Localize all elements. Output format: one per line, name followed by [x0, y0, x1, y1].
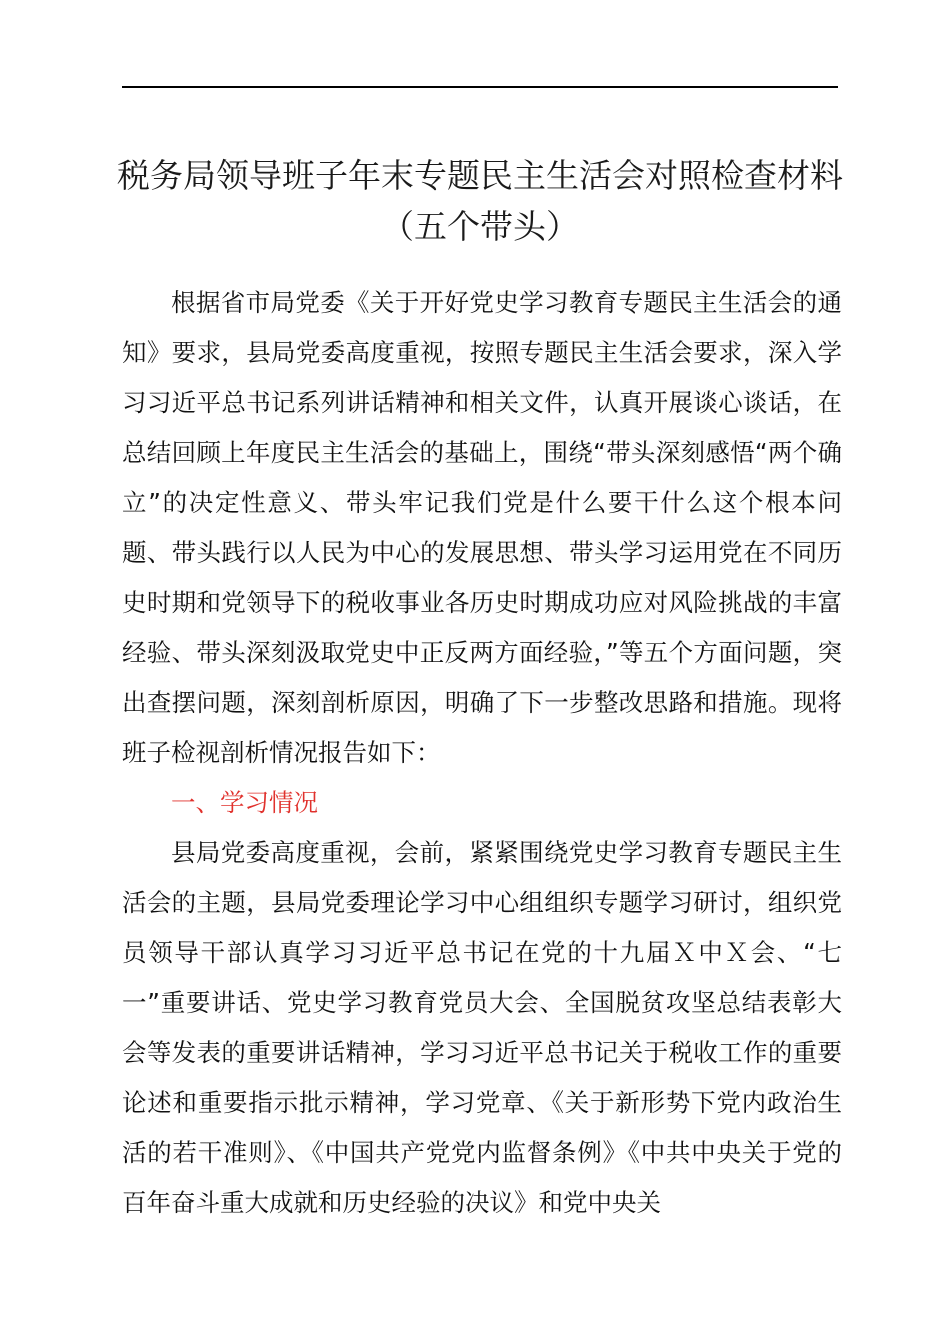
header-rule	[122, 86, 838, 88]
section-heading-study: 一、学习情况	[171, 788, 318, 817]
document-title: 税务局领导班子年末专题民主生活会对照检查材料（五个带头）	[117, 156, 843, 246]
document-body	[122, 278, 842, 1228]
intro-paragraph: 根据省市局党委《关于开好党史学习教育专题民主生活会的通知》要求，县局党委高度重视，按照专题民主生活会要求，深入学习习近平总书记系列讲话精神和相关文件，认真开展谈心谈话，在总结回顾上年度民主生活会的基础上，围绕“带头深刻感悟“两个确立”的决定性意义、带头牢记我们党是什么要干什么这个根本问题、带头践行以人民为中心的发展思想、带头学习运用党在不同历史时期和党领导下的税收事业各历史时期成功应对风险挑战的丰富经验、带头深刻汲取党史中正反两方面经验，”等五个方面问题，突出查摆问题，深刻剖析原因，明确了下一步整改思路和措施。现将班子检视剖析情况报告如下：	[122, 288, 842, 767]
study-paragraph: 县局党委高度重视，会前，紧紧围绕党史学习教育专题民主生活会的主题，县局党委理论学习中心组组织专题学习研讨，组织党员领导干部认真学习习近平总书记在党的十九届Ｘ中Ｘ会、“七一”重要讲话、党史学习教育党员大会、全国脱贫攻坚总结表彰大会等发表的重要讲话精神，学习习近平总书记关于税收工作的重要论述和重要指示批示精神，学习党章、《关于新形势下党内政治生活的若干准则》、《中国共产党党内监督条例》《中共中央关于党的百年奋斗重大成就和历史经验的决议》和党中央关	[122, 838, 842, 1217]
